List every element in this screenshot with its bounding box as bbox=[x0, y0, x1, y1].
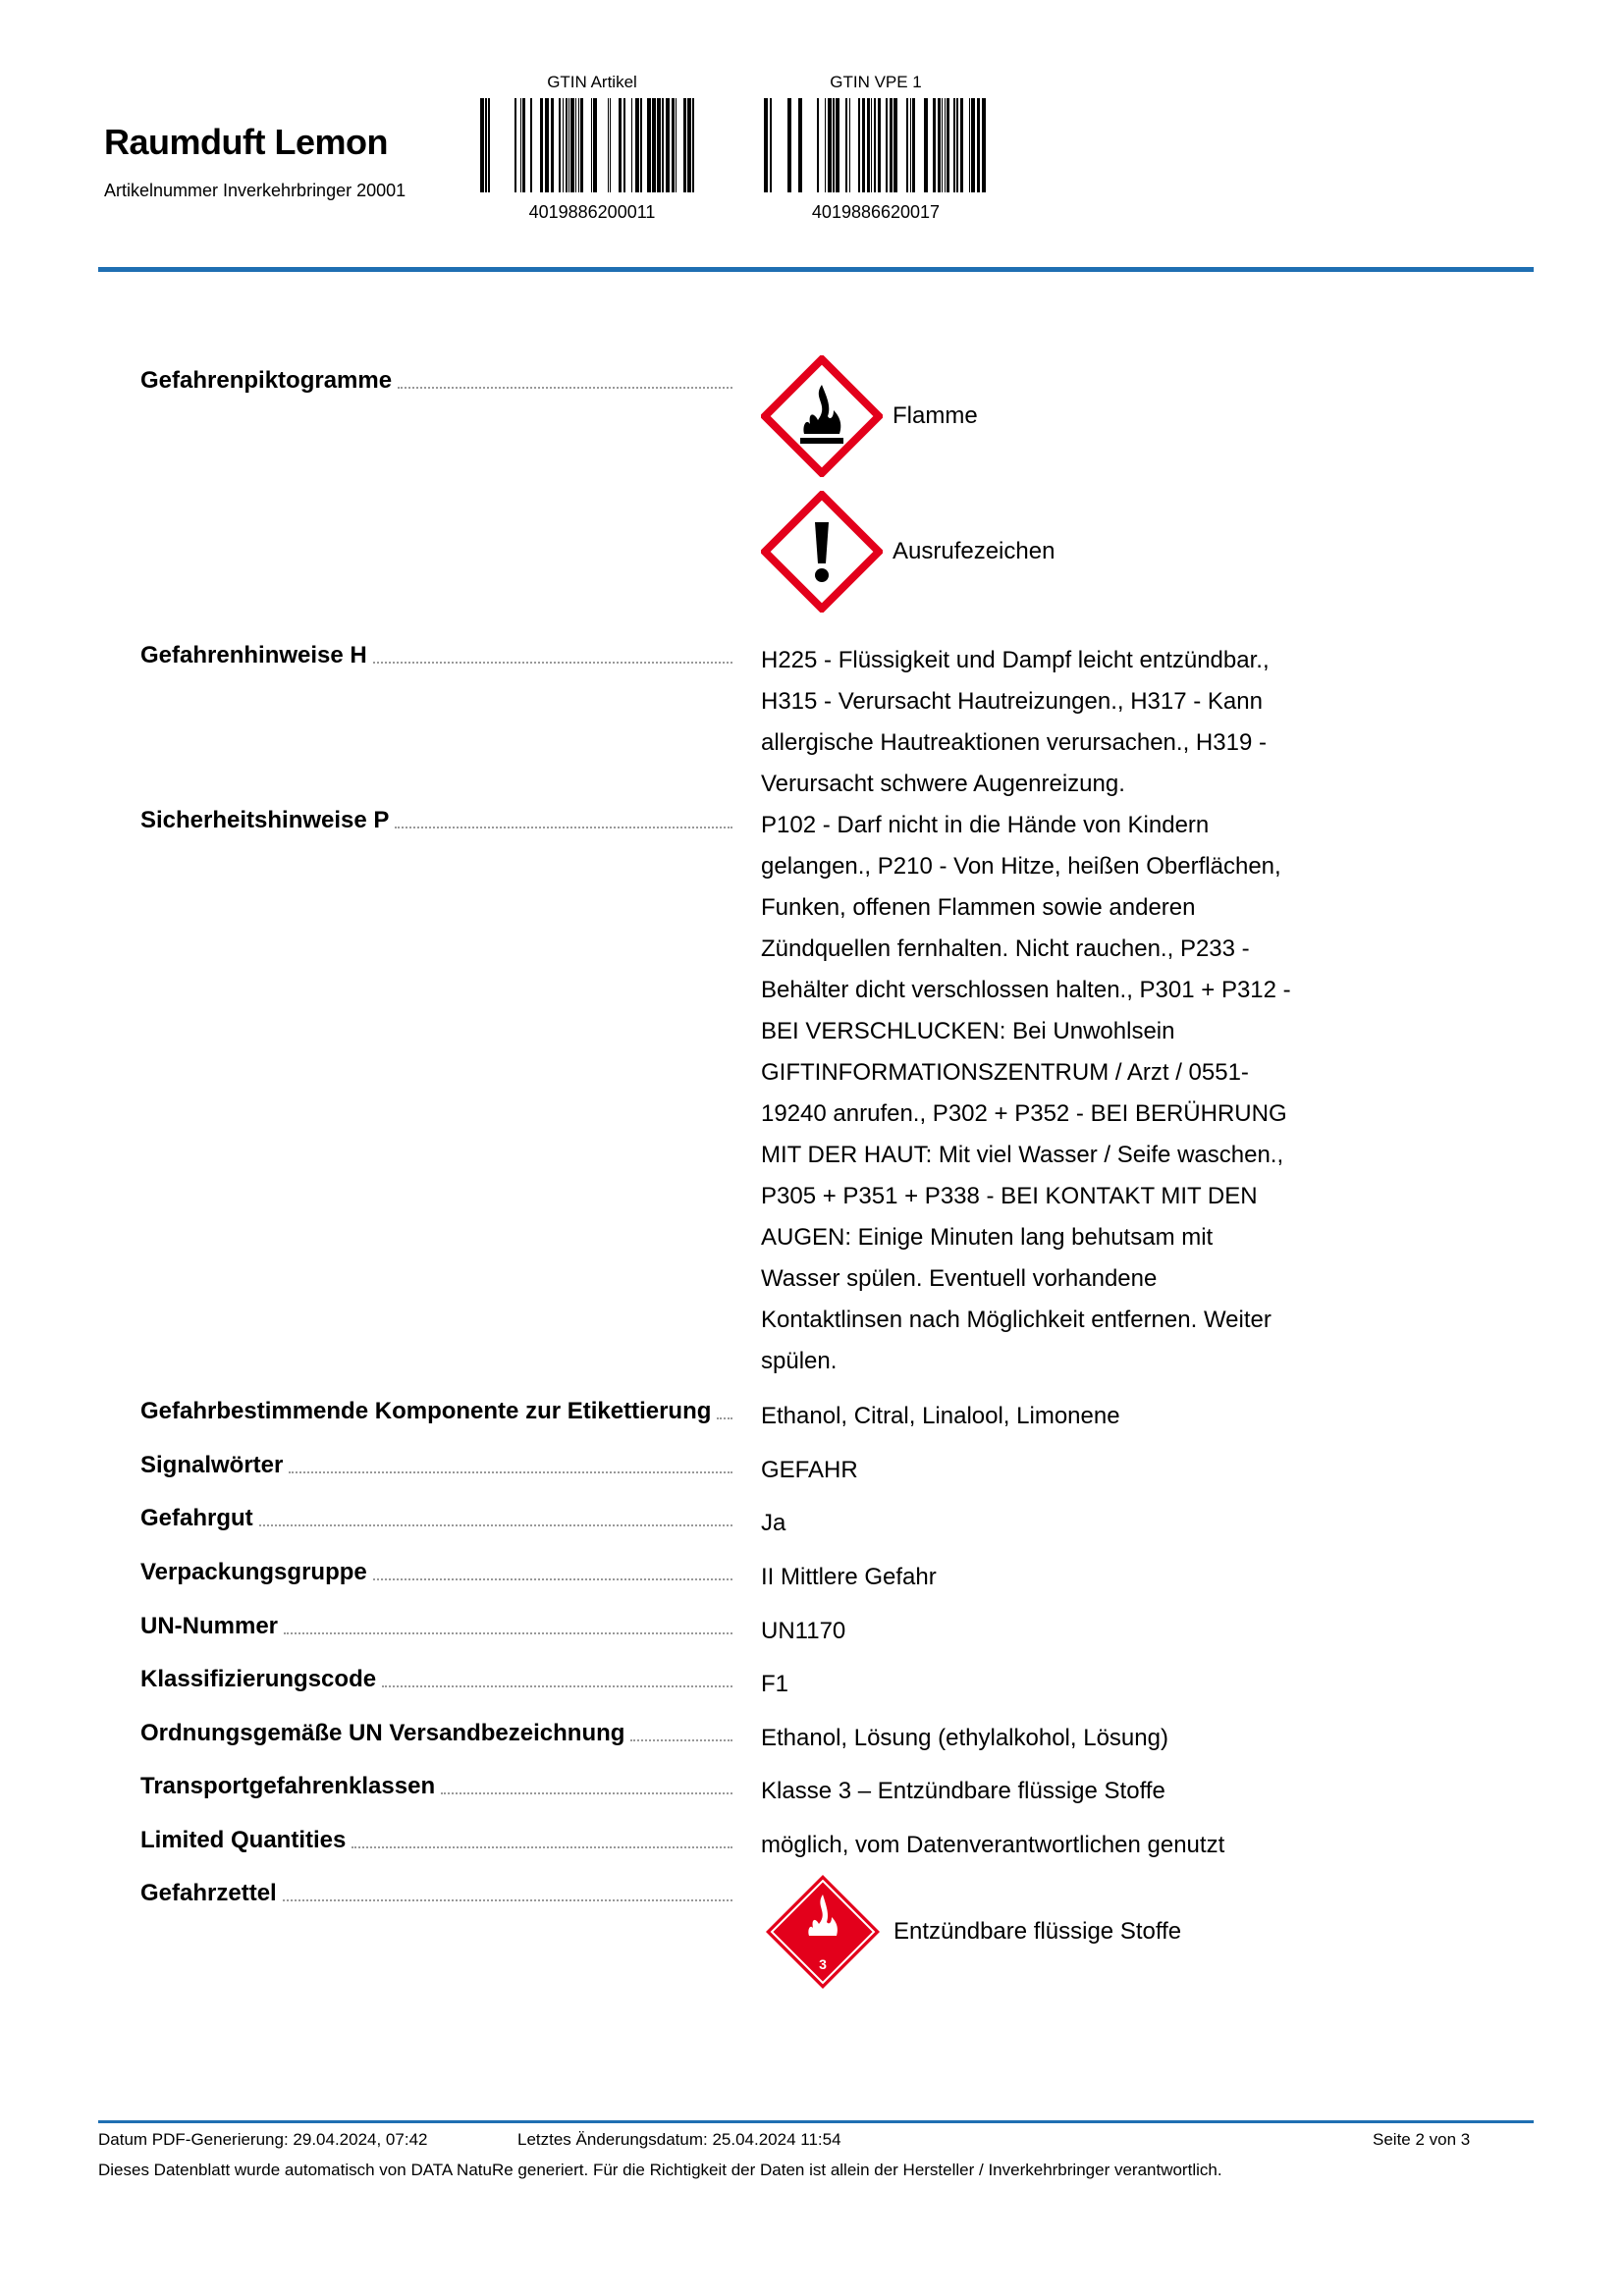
pictogram-name: Ausrufezeichen bbox=[893, 538, 1056, 564]
adr-class-3-flammable-icon bbox=[764, 1873, 882, 1991]
dotted-leader bbox=[398, 387, 732, 389]
product-title: Raumduft Lemon bbox=[104, 122, 388, 162]
row-value bbox=[761, 640, 1350, 805]
value-line: Kontaktlinsen nach Möglichkeit entfernen. Weiter bbox=[761, 1307, 1272, 1333]
row-value: UN1170 bbox=[761, 1618, 846, 1644]
value-line: gelangen., P210 - Von Hitze, heißen Oberflächen, bbox=[761, 853, 1281, 880]
value-line: BEI VERSCHLUCKEN: Bei Unwohlsein bbox=[761, 1018, 1175, 1044]
flame-ghs-icon bbox=[761, 355, 883, 477]
row-label: Gefahrenhinweise H bbox=[140, 642, 367, 668]
row-value: Ja bbox=[761, 1510, 786, 1536]
row-value: II Mittlere Gefahr bbox=[761, 1564, 937, 1590]
value-line: H315 - Verursacht Hautreizungen., H317 - Kann bbox=[761, 688, 1263, 715]
dotted-leader bbox=[717, 1417, 732, 1419]
row-label: Ordnungsgemäße UN Versandbezeichnung bbox=[140, 1720, 625, 1746]
gtin-vpe-barcode bbox=[762, 98, 990, 192]
gtin-article-label: GTIN Artikel bbox=[547, 73, 637, 91]
dotted-leader bbox=[630, 1739, 732, 1741]
row-label: Limited Quantities bbox=[140, 1827, 347, 1853]
pictogram-exclamation bbox=[761, 491, 1055, 613]
row-label: Verpackungsgruppe bbox=[140, 1559, 367, 1585]
footer-changed: Letztes Änderungsdatum: 25.04.2024 11:54 bbox=[517, 2130, 841, 2149]
dotted-leader bbox=[289, 1471, 732, 1473]
row-label: Transportgefahrenklassen bbox=[140, 1773, 436, 1799]
dotted-leader bbox=[352, 1846, 732, 1848]
footer-divider bbox=[98, 2120, 1534, 2123]
value-line: 19240 anrufen., P302 + P352 - BEI BERÜHRUNG bbox=[761, 1100, 1287, 1127]
dotted-leader bbox=[441, 1792, 732, 1794]
pictogram-name: Flamme bbox=[893, 402, 978, 429]
dotted-leader bbox=[395, 827, 732, 828]
footer-disclaimer: Dieses Datenblatt wurde automatisch von DATA NatuRe generiert. Für die Richtigkeit der Daten ist allein der Hersteller / Inverkehrbringer verantwortlich. bbox=[98, 2161, 1222, 2179]
row-value: Ethanol, Lösung (ethylalkohol, Lösung) bbox=[761, 1725, 1168, 1751]
class-number: 3 bbox=[819, 1956, 827, 1972]
value-line: Funken, offenen Flammen sowie anderen bbox=[761, 894, 1196, 921]
row-value: möglich, vom Datenverantwortlichen genutzt bbox=[761, 1832, 1225, 1858]
value-line: P305 + P351 + P338 - BEI KONTAKT MIT DEN bbox=[761, 1183, 1258, 1209]
footer-generated: Datum PDF-Generierung: 29.04.2024, 07:42 bbox=[98, 2130, 428, 2149]
dotted-leader bbox=[259, 1524, 732, 1526]
value-line: AUGEN: Einige Minuten lang behutsam mit bbox=[761, 1224, 1214, 1251]
row-value: F1 bbox=[761, 1671, 789, 1697]
row-label: Gefahrenpiktogramme bbox=[140, 367, 393, 394]
dotted-leader bbox=[382, 1685, 732, 1687]
gtin-vpe-block bbox=[758, 73, 994, 223]
gtin-article-barcode bbox=[478, 98, 706, 192]
row-label: Gefahrzettel bbox=[140, 1880, 277, 1906]
pictogram-flame bbox=[761, 355, 978, 477]
value-line: Verursacht schwere Augenreizung. bbox=[761, 771, 1125, 797]
hazard-label-name: Entzündbare flüssige Stoffe bbox=[893, 1918, 1182, 1945]
value-line: Wasser spülen. Eventuell vorhandene bbox=[761, 1265, 1158, 1292]
footer-page: Seite 2 von 3 bbox=[1373, 2130, 1471, 2149]
row-value: GEFAHR bbox=[761, 1457, 858, 1483]
value-line: spülen. bbox=[761, 1348, 838, 1374]
dotted-leader bbox=[284, 1632, 732, 1634]
row-value bbox=[761, 805, 1350, 1382]
row-label: Signalwörter bbox=[140, 1452, 284, 1478]
dotted-leader bbox=[373, 1578, 732, 1580]
row-label: Gefahrgut bbox=[140, 1505, 253, 1531]
value-line: MIT DER HAUT: Mit viel Wasser / Seife waschen., bbox=[761, 1142, 1284, 1168]
hazard-label-item bbox=[764, 1873, 1181, 1991]
row-label: Klassifizierungscode bbox=[140, 1666, 377, 1692]
value-line: allergische Hautreaktionen verursachen., H319 - bbox=[761, 729, 1267, 756]
header-divider bbox=[98, 267, 1534, 272]
exclamation-ghs-icon bbox=[761, 491, 883, 613]
gtin-vpe-number: 4019886620017 bbox=[811, 202, 941, 222]
gtin-article-block bbox=[474, 73, 710, 223]
value-line: Zündquellen fernhalten. Nicht rauchen., P233 - bbox=[761, 935, 1250, 962]
value-line: H225 - Flüssigkeit und Dampf leicht entzündbar., bbox=[761, 647, 1270, 673]
row-label: UN-Nummer bbox=[140, 1613, 279, 1639]
row-value: Ethanol, Citral, Linalool, Limonene bbox=[761, 1403, 1120, 1429]
row-value: Klasse 3 – Entzündbare flüssige Stoffe bbox=[761, 1778, 1165, 1804]
value-line: GIFTINFORMATIONSZENTRUM / Arzt / 0551- bbox=[761, 1059, 1249, 1086]
row-label: Gefahrbestimmende Komponente zur Etikettierung bbox=[140, 1398, 712, 1424]
row-label: Sicherheitshinweise P bbox=[140, 807, 390, 833]
dotted-leader bbox=[283, 1899, 732, 1901]
gtin-vpe-label: GTIN VPE 1 bbox=[830, 73, 922, 91]
value-line: Behälter dicht verschlossen halten., P301 + P312 - bbox=[761, 977, 1291, 1003]
article-number: Artikelnummer Inverkehrbringer 20001 bbox=[104, 181, 406, 200]
value-line: P102 - Darf nicht in die Hände von Kindern bbox=[761, 812, 1210, 838]
gtin-article-number: 4019886200011 bbox=[528, 202, 656, 222]
dotted-leader bbox=[373, 662, 732, 664]
